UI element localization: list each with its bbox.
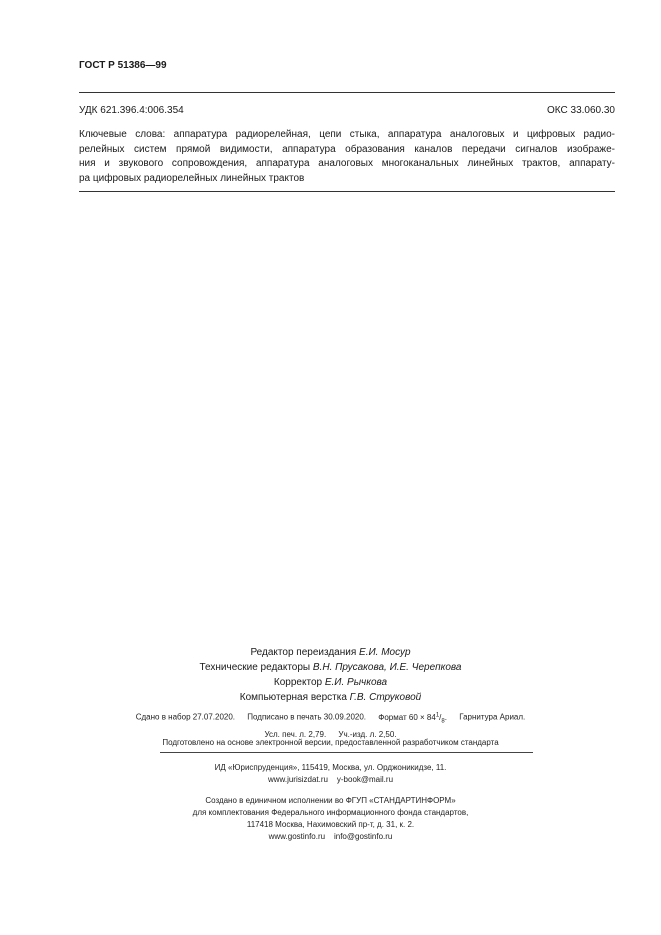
publisher-site[interactable]: www.jurisizdat.ru — [267, 775, 328, 784]
prepared-note: Подготовлено на основе электронной версии, предоставленной разработчиком стандарта — [162, 738, 499, 747]
corrector-credit — [0, 675, 661, 690]
signed-date: Подписано в печать 30.09.2020. — [247, 712, 367, 722]
keywords-divider — [79, 191, 615, 192]
corrector-name: Е.И. Рычкова — [324, 677, 388, 688]
publishing-sheets: Уч.-изд. л. 2,50. — [338, 730, 397, 740]
publisher-contacts — [0, 774, 661, 786]
print-sheets: Усл. печ. л. 2,79. — [264, 730, 327, 740]
tech-editors-label: Технические редакторы — [199, 662, 311, 673]
creation-line-2: для комплектования Федерального информационного фонда стандартов, — [192, 808, 469, 817]
top-divider — [79, 92, 615, 93]
creation-line-3: 117418 Москва, Нахимовский пр-т, д. 31, к. 2. — [246, 820, 415, 829]
publisher-email[interactable]: y-book@mail.ru — [336, 775, 394, 784]
standard-site[interactable]: www.gostinfo.ru — [268, 832, 326, 841]
creation-line-1: Создано в единичном исполнении во ФГУП «СТАНДАРТИНФОРМ» — [205, 796, 456, 805]
editor-label: Редактор переиздания — [250, 647, 357, 658]
creation-info — [0, 795, 661, 843]
editor-credit — [0, 645, 661, 660]
layout-label: Компьютерная верстка — [239, 692, 347, 703]
udk-code: УДК 621.396.4:006.354 — [79, 105, 184, 116]
editor-name: Е.И. Мосур — [359, 647, 411, 658]
keywords-line: релейных систем прямой видимости, аппаратура образования каналов передачи сигналов изображе- — [79, 143, 615, 155]
publication-line-1 — [0, 709, 661, 728]
credits-block — [0, 645, 661, 705]
publisher-info — [0, 762, 661, 786]
bottom-divider — [160, 752, 533, 753]
publisher-address: ИД «Юриспруденция», 115419, Москва, ул. Орджоникидзе, 11. — [214, 763, 447, 772]
submitted-date: Сдано в набор 27.07.2020. — [135, 712, 236, 722]
publication-info — [0, 709, 661, 741]
paper-format: Формат $60 \times 84^1/_8$. — [378, 712, 447, 725]
layout-credit — [0, 690, 661, 705]
document-code: ГОСТ Р 51386—99 — [79, 60, 167, 71]
keywords-line: Ключевые слова: аппаратура радиорелейная, цепи стыка, аппаратура аналоговых и цифровых радио- — [79, 129, 615, 140]
keywords-line: ния и звукового сопровождения, аппаратура аналоговых многоканальных линейных трактов, аппарату- — [79, 158, 615, 170]
standard-email[interactable]: info@gostinfo.ru — [333, 832, 393, 841]
keywords-line: ра цифровых радиорелейных линейных трактов — [79, 172, 305, 184]
tech-editors-credit — [0, 660, 661, 675]
keywords-paragraph — [79, 128, 615, 186]
typeface: Гарнитура Ариал. — [459, 712, 526, 722]
layout-name: Г.В. Струковой — [349, 692, 422, 703]
creation-contacts — [0, 831, 661, 843]
oks-code: ОКС 33.060.30 — [547, 105, 615, 116]
tech-editors-names: В.Н. Прусакова, И.Е. Черепкова — [312, 662, 462, 673]
corrector-label: Корректор — [273, 677, 323, 688]
